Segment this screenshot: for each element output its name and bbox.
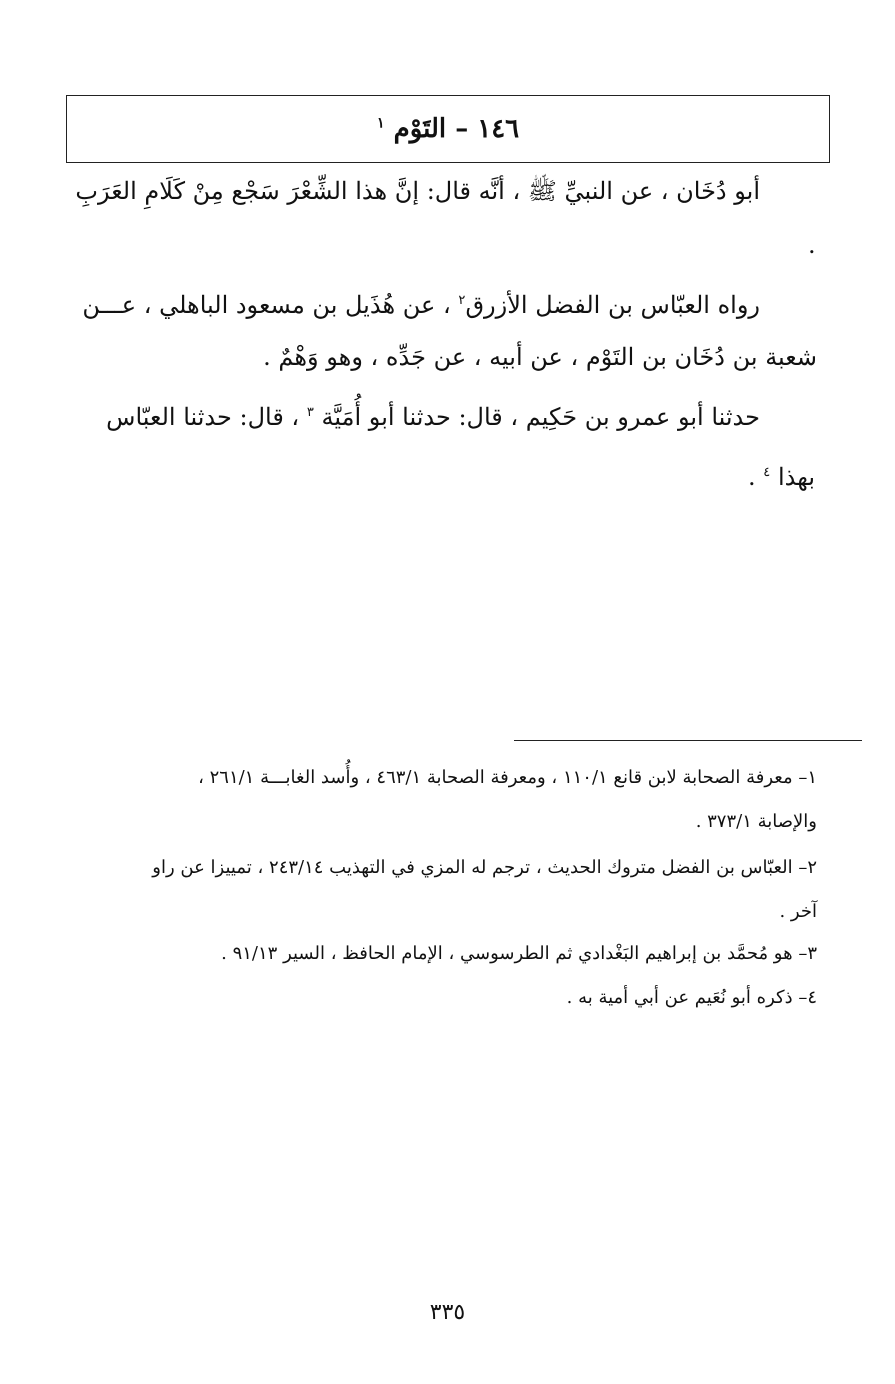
entry-number: ١٤٦ (477, 114, 520, 144)
entry-name: التَوْم (393, 114, 447, 144)
footnote-2-line-2: آخر . (779, 901, 817, 922)
footnote-marker-1: ١ (376, 115, 385, 132)
narration-line-4-part-b: . (748, 463, 764, 491)
narration-line-4-part-a: بهذا (770, 463, 815, 491)
hadith-text-line-1: أبو دُخَان ، عن النبيِّ ﷺ ، أنَّه قال: إنَّ هذا الشِّعْرَ سَجْع مِنْ كَلَامِ العَرَبِ (75, 177, 760, 205)
narration-line-1 (82, 290, 760, 321)
hadith-text-end: . (808, 231, 816, 259)
page-number: ٣٣٥ (429, 1300, 466, 1325)
footnote-separator (514, 740, 862, 741)
entry-heading (377, 114, 519, 144)
narration-line-2: شعبة بن دُخَان بن التَوْم ، عن أبيه ، عن جَدِّه ، وهو وَهْمٌ . (263, 343, 817, 371)
footnote-3: ٣– هو مُحمَّد بن إبراهيم البَغْدادي ثم الطرسوسي ، الإمام الحافظ ، السير ٩١/١٣ . (221, 943, 817, 964)
narration-line-4 (748, 462, 815, 493)
narration-line-3 (106, 402, 760, 433)
footnote-2-line-1: ٢– العبّاس بن الفضل متروك الحديث ، ترجم له المزي في التهذيب ٢٤٣/١٤ ، تمييزا عن راو (152, 857, 817, 878)
heading-box (66, 95, 830, 163)
narration-line-1-part-b: ، عن هُذَيل بن مسعود الباهلي ، عـــن (82, 291, 459, 319)
footnote-1-line-1: ١– معرفة الصحابة لابن قانع ١١٠/١ ، ومعرفة الصحابة ٤٦٣/١ ، وأُسد الغابـــة ٢٦١/١ ، (198, 767, 817, 788)
footnote-4: ٤– ذكره أبو نُعَيم عن أبي أمية به . (566, 987, 817, 1008)
narration-line-1-part-a: رواه العبّاس بن الفضل الأزرق (465, 291, 760, 319)
narration-line-3-part-a: حدثنا أبو عمرو بن حَكِيم ، قال: حدثنا أبو أُمَيَّة (313, 403, 760, 431)
footnote-marker-2: ٢ (458, 293, 466, 308)
narration-line-3-part-b: ، قال: حدثنا العبّاس (106, 403, 307, 431)
entry-dash: – (455, 114, 469, 144)
footnote-1-line-2: والإصابة ٣٧٣/١ . (695, 811, 817, 832)
footnote-marker-4: ٤ (763, 465, 771, 480)
footnote-marker-3: ٣ (306, 405, 314, 420)
